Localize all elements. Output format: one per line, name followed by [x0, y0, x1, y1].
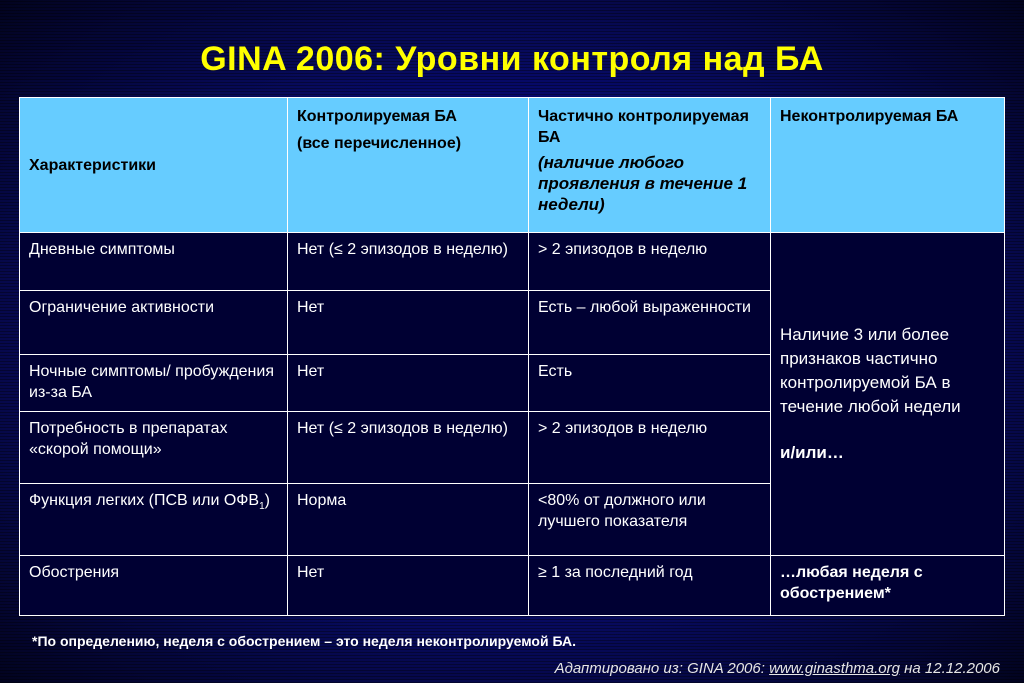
cell-partly: > 2 эпизодов в неделю [529, 412, 771, 484]
cell-characteristic: Ночные симптомы/ пробуждения из-за БА [20, 355, 288, 412]
table-row [20, 233, 1005, 291]
cell-controlled: Нет [288, 355, 529, 412]
cell-uncontrolled-merged [771, 233, 1005, 556]
cell-controlled: Нет [288, 291, 529, 355]
cell-controlled: Нет [288, 556, 529, 616]
fev-subscript: 1 [259, 501, 265, 513]
header-controlled-label: Контролируемая БА [297, 108, 457, 125]
cell-partly: Есть [529, 355, 771, 412]
uncontrolled-andor-text: и/или… [780, 443, 844, 462]
cell-characteristic-text: Функция легких (ПСВ или ОФВ [29, 492, 260, 509]
cell-partly: > 2 эпизодов в неделю [529, 233, 771, 291]
header-controlled [288, 98, 529, 233]
source-prefix: Адаптировано из: GINA 2006: [554, 660, 770, 677]
header-characteristics [20, 98, 288, 233]
cell-partly: ≥ 1 за последний год [529, 556, 771, 616]
slide-title: GINA 2006: Уровни контроля над БА [200, 40, 824, 78]
header-controlled-sub: (все перечисленное) [297, 135, 462, 152]
uncontrolled-criteria-text: Наличие 3 или более признаков частично контролируемой БА в течение любой недели [780, 325, 961, 416]
cell-characteristic: Потребность в препаратах «скорой помощи» [20, 412, 288, 484]
cell-characteristic: Ограничение активности [20, 291, 288, 355]
header-uncontrolled [771, 98, 1005, 233]
cell-characteristic: Дневные симптомы [20, 233, 288, 291]
footnote: *По определению, неделя с обострением – это неделя неконтролируемой БА. [32, 633, 576, 649]
cell-controlled: Нет (≤ 2 эпизодов в неделю) [288, 233, 529, 291]
header-uncontrolled-label: Неконтролируемая БА [780, 108, 959, 125]
cell-characteristic-tail: ) [264, 492, 270, 509]
cell-partly: <80% от должного или лучшего показателя [529, 484, 771, 556]
header-partly-controlled [529, 98, 771, 233]
cell-controlled: Норма [288, 484, 529, 556]
source-citation [555, 660, 1000, 677]
cell-characteristic: Обострения [20, 556, 288, 616]
asthma-control-table [19, 97, 1005, 616]
cell-uncontrolled-exacerbation: …любая неделя с обострением* [771, 556, 1005, 616]
source-link[interactable]: www.ginasthma.org [769, 660, 900, 677]
header-characteristics-label: Характеристики [29, 156, 157, 174]
header-partly-label: Частично контролируемая БА [538, 108, 749, 146]
source-suffix: на 12.12.2006 [899, 660, 1000, 677]
cell-characteristic [20, 484, 288, 556]
header-partly-sub: (наличие любого проявления в течение 1 недели) [538, 153, 748, 214]
table-row [20, 556, 1005, 616]
cell-partly: Есть – любой выраженности [529, 291, 771, 355]
cell-controlled: Нет (≤ 2 эпизодов в неделю) [288, 412, 529, 484]
table-header-row [20, 98, 1005, 233]
